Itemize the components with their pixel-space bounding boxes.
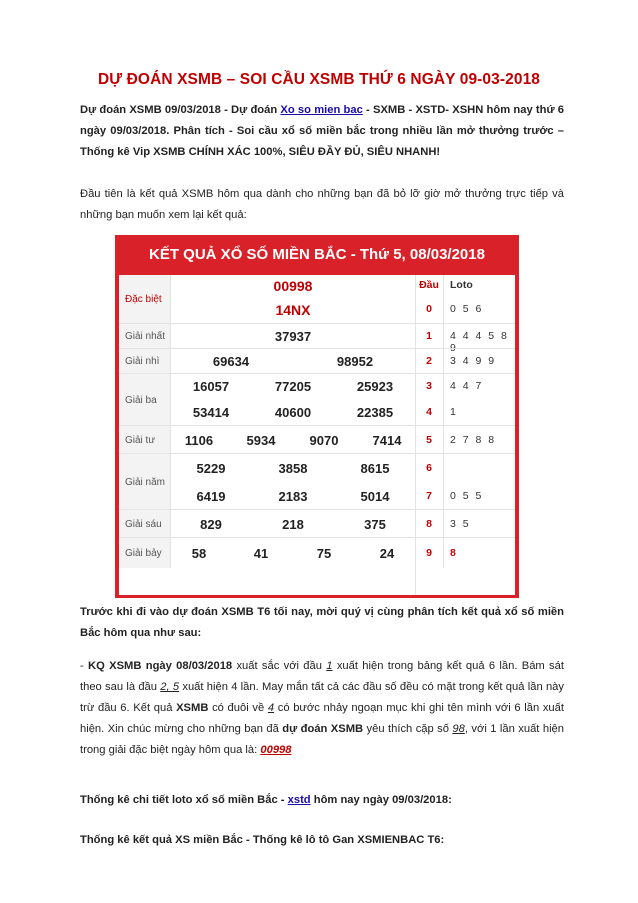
prize-row-seventh [119, 537, 515, 568]
prize-number: 375 [364, 517, 386, 532]
prize-label: Giải bảy [119, 538, 171, 568]
text-run-italic: 98 [452, 723, 465, 735]
text-run: , với 1 lần xuất hiện trong giải đặc biệt ngày hôm qua là: [80, 723, 564, 756]
prize-row-second [119, 348, 515, 374]
text-run: xuất hiện trong bảng kết quả 6 lần. Bám sát theo sau là đầu [80, 660, 564, 693]
prize-number: 5934 [246, 433, 276, 448]
prize-label: Giải sáu [119, 510, 171, 538]
loto-cell: 3 5 [450, 518, 471, 530]
text-run: yêu thích cặp số [363, 723, 453, 735]
prize-row-fourth [119, 425, 515, 454]
prize-number: 3858 [278, 461, 308, 476]
text-run: xuất hiện 4 lần. May mắn tất cả các đầu số đều có mặt trong kết quả lần này trừ đầu 6. Kết quả [80, 681, 564, 714]
dau-cell: 3 [426, 380, 432, 392]
analysis-paragraph [80, 656, 564, 761]
prize-label: Giải năm [119, 454, 171, 510]
prize-number: 5014 [360, 489, 390, 504]
prize-row-special [119, 275, 515, 323]
text-run: có bước nhảy ngoạn mục khi ghi tên mình với 6 lần xuất hiện. Xin chúc mừng cho những bạn đã [80, 702, 564, 735]
text-run: - [80, 660, 89, 672]
prize-number: 77205 [274, 379, 312, 394]
prize-number: 24 [379, 546, 395, 561]
prize-number: 40600 [274, 405, 312, 420]
gan-stats-paragraph: Thống kê kết quả XS miền Bắc - Thống kê lô tô Gan XSMIENBAC T6: [80, 834, 445, 846]
prize-row-third [119, 373, 515, 426]
prize-label: Đặc biệt [119, 275, 171, 323]
intro-text-2: - SXMB - XSTD- XSHN hôm nay thứ 6 ngày 09/03/2018. Phân tích - Soi cầu xổ số miền bắc trong nhiều lần mở thưởng trước – Thống kê Vip XSMB CHÍNH XÁC 100%, SIÊU ĐẦY ĐỦ, SIÊU NHANH! [80, 104, 564, 158]
loto-cell: 0 5 6 [450, 303, 484, 315]
results-table [115, 235, 519, 598]
dau-cell: 9 [426, 547, 432, 559]
dau-cell: 5 [426, 434, 432, 446]
results-table-header: KẾT QUẢ XỔ SỐ MIỀN BẮC - Thứ 5, 08/03/2018 [149, 246, 485, 263]
dau-cell: 0 [426, 303, 432, 315]
dau-cell: 2 [426, 355, 432, 367]
prize-number: 37937 [274, 329, 312, 344]
xo-so-mien-bac-link[interactable]: Xo so mien bac [280, 104, 363, 116]
prize-label: Giải tư [119, 426, 171, 454]
text-run-italic: 2, 5 [160, 681, 180, 693]
text-run-bold: XSMB [176, 702, 209, 714]
prize-number: 53414 [192, 405, 230, 420]
intro-paragraph [80, 100, 564, 163]
loto-cell: 0 5 5 [450, 490, 484, 502]
dau-cell: 8 [426, 518, 432, 530]
xstd-link[interactable]: xstd [287, 794, 311, 806]
prize-number: 98952 [336, 354, 374, 369]
dau-cell: 4 [426, 406, 432, 418]
prize-number: 829 [200, 517, 222, 532]
text-run: có đuôi về [208, 702, 268, 714]
loto-cell: 8 [450, 547, 458, 559]
text-run: Thống kê chi tiết loto xổ số miền Bắc - [80, 794, 288, 806]
column-divider [415, 275, 416, 595]
text-run-bold: KQ XSMB ngày 08/03/2018 [88, 660, 233, 672]
prize-row-first [119, 323, 515, 354]
text-run-italic: 4 [267, 702, 275, 714]
dau-cell: 6 [426, 462, 432, 474]
page-title: DỰ ĐOÁN XSMB – SOI CẦU XSMB THỨ 6 NGÀY 09-03-2018 [97, 71, 541, 88]
text-run: hôm nay ngày 09/03/2018: [310, 794, 452, 806]
dau-cell: 1 [426, 330, 432, 342]
loto-header: Loto [450, 279, 473, 291]
prize-number: 58 [191, 546, 207, 561]
prize-number: 218 [282, 517, 304, 532]
prize-number: 75 [316, 546, 332, 561]
loto-stats-paragraph [80, 790, 564, 811]
loto-cell: 2 7 8 8 [450, 434, 497, 446]
prize-number: 14NX [275, 302, 311, 318]
loto-cell: 4 4 7 [450, 380, 484, 392]
loto-cell: 4 4 4 5 8 9 [450, 330, 509, 354]
prize-label: Giải ba [119, 374, 171, 426]
prize-number: 2183 [278, 489, 308, 504]
text-run: xuất sắc với đầu [232, 660, 327, 672]
prize-number: 25923 [356, 379, 394, 394]
prize-number: 5229 [196, 461, 226, 476]
loto-cell: 1 [450, 406, 458, 418]
dau-cell: 7 [426, 490, 432, 502]
prize-number: 69634 [212, 354, 250, 369]
prize-label: Giải nhì [119, 349, 171, 374]
prize-number: 41 [253, 546, 269, 561]
analysis-intro-paragraph: Trước khi đi vào dự đoán XSMB T6 tối nay, mời quý vị cùng phân tích kết quả xổ số miền Bắc hôm qua như sau: [80, 606, 564, 639]
prize-number: 7414 [372, 433, 402, 448]
text-run-italic: 1 [326, 660, 333, 672]
prize-row-sixth [119, 509, 515, 538]
prize-number: 6419 [196, 489, 226, 504]
text-run-bold: dự đoán XSMB [282, 723, 364, 735]
prize-number: 22385 [356, 405, 394, 420]
dau-header: Đầu [419, 279, 439, 291]
intro-text-1: Dự đoán XSMB 09/03/2018 - Dự đoán [80, 104, 281, 116]
prize-number: 9070 [309, 433, 339, 448]
results-intro-paragraph: Đầu tiên là kết quả XSMB hôm qua dành cho những bạn đã bỏ lỡ giờ mở thưởng trực tiếp và những bạn muốn xem lại kết quả: [80, 188, 564, 221]
results-table-body [119, 275, 515, 595]
prize-row-fifth [119, 453, 515, 510]
prize-number: 1106 [184, 433, 214, 448]
prize-number: 8615 [360, 461, 390, 476]
prize-number: 00998 [273, 278, 313, 294]
loto-cell: 3 4 9 9 [450, 355, 497, 367]
special-prize-number: 00998 [260, 744, 292, 756]
prize-number: 16057 [192, 379, 230, 394]
prize-label: Giải nhất [119, 324, 171, 349]
